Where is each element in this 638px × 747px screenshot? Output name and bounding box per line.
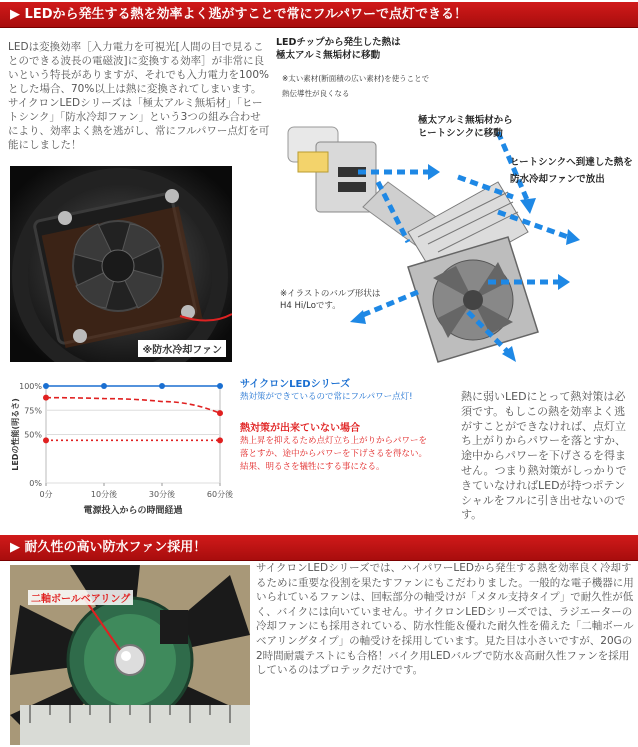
legend-blue: サイクロンLEDシリーズ 熱対策ができているので常にフルパワー点灯! bbox=[240, 379, 413, 402]
heat-countermeasure-text: 熱に弱いLEDにとって熱対策は必須です。もしこの熱を効率よく逃がすことができなければ、点灯立ち上がりからパワーを落とすか、途中からパワーを下げさるを得ません。つまり熱対策がしっかりできていなければLEDが持つポテンシャルをフルに引き出せないのです。 bbox=[461, 390, 627, 522]
series-point-2 bbox=[43, 437, 49, 443]
series-point-1 bbox=[217, 410, 223, 416]
illus-note-1: ※太い素材(断面積の広い素材)を使うことで 熱伝導性が良くなる bbox=[282, 74, 430, 98]
illus-label-3: ヒートシンクへ到達した熱を 防水冷却ファンで放出 bbox=[510, 157, 633, 185]
y-tick-label: 0% bbox=[29, 479, 42, 488]
photo-caption: ※防水冷却ファン bbox=[138, 340, 226, 357]
bearing-label: 二軸ボールベアリング bbox=[28, 590, 133, 605]
x-tick-label: 10分後 bbox=[90, 490, 118, 499]
illus-note-2: ※イラストのバルブ形状は H4 Hi/Loです。 bbox=[280, 289, 381, 311]
intro-text: LEDは変換効率［入力電力を可視光[人間の目で見ることのできる波長の電磁波]に変換する効率］が非常に良いという特長がありますが、それでも入力電力を100%とした場合、70%以上は熱に変換されてしまいます。サイクロンLEDシリーズは「極太アルミ無垢材」「ヒートシンク」「防水冷却ファン」という3つの組み合わせにより、効率よく熱を逃がし、常にフルパワー点灯を可能にしました！ bbox=[8, 41, 270, 151]
y-tick-label: 100% bbox=[19, 382, 42, 391]
legend-red: 熱対策が出来ていない場合 熱上昇を抑えるため点灯立ち上がりからパワーを 落とすか、途中からパワーを下げさるを得ない。 結果、明るさを犠牲にする事になる。 bbox=[240, 423, 428, 472]
illus-label-2: 極太アルミ無垢材から ヒートシンクに移動 bbox=[418, 115, 513, 139]
x-tick-label: 0分 bbox=[39, 490, 53, 499]
series-point-0 bbox=[159, 383, 165, 389]
series-line-1 bbox=[46, 398, 220, 414]
section-header-fan: ▶ 耐久性の高い防水ファン採用！ bbox=[0, 535, 638, 561]
x-tick-label: 30分後 bbox=[148, 490, 176, 499]
series-point-2 bbox=[217, 437, 223, 443]
y-axis-label: LEDの性能(明るさ) bbox=[11, 398, 20, 471]
y-tick-label: 50% bbox=[24, 430, 42, 440]
bearing-photo bbox=[10, 565, 250, 745]
x-axis-label: 電源投入からの時間経過 bbox=[83, 506, 183, 516]
fan-photo bbox=[10, 166, 232, 362]
x-tick-label: 60分後 bbox=[206, 490, 234, 499]
series-point-0 bbox=[101, 383, 107, 389]
illus-label-1: LEDチップから発生した熱は 極太アルミ無垢材に移動 bbox=[276, 37, 401, 61]
fan-photo-drawing bbox=[10, 166, 232, 362]
series-point-0 bbox=[217, 383, 223, 389]
section-title: LEDから発生する熱を効率よく逃がすことで常にフルパワーで点灯できる！ bbox=[24, 7, 468, 22]
fan-text: サイクロンLEDシリーズでは、ハイパワーLEDから発生する熱を効率良く冷却するために重要な役割を果たすファンにもこだわりました。一般的な電子機器に用いられているファンは、回転部分の軸受けが「メタル支持タイプ」で耐久性が低く、バイクには向いていません。サイクロンLEDシリーズでは、ラジエーターの冷却ファンにも採用されている、防水性能＆優れた耐久性を備えた「二軸ボールベアリングタイプ」の軸受けを採用しています。見た目は小さいですが、20Gの2時間耐震テストにも合格！バイク用LEDバルブで防水＆高耐久性ファンを採用しているのはプロテックだけです。 bbox=[256, 562, 634, 677]
series-point-0 bbox=[43, 383, 49, 389]
performance-chart bbox=[4, 376, 459, 526]
series-point-1 bbox=[43, 395, 49, 401]
section-header-heat: ▶ LEDから発生する熱を効率よく逃がすことで常にフルパワーで点灯できる！ bbox=[0, 2, 638, 28]
section-title: 耐久性の高い防水ファン採用！ bbox=[24, 540, 207, 555]
y-tick-label: 75% bbox=[24, 406, 42, 416]
bulb-illustration bbox=[268, 32, 636, 372]
